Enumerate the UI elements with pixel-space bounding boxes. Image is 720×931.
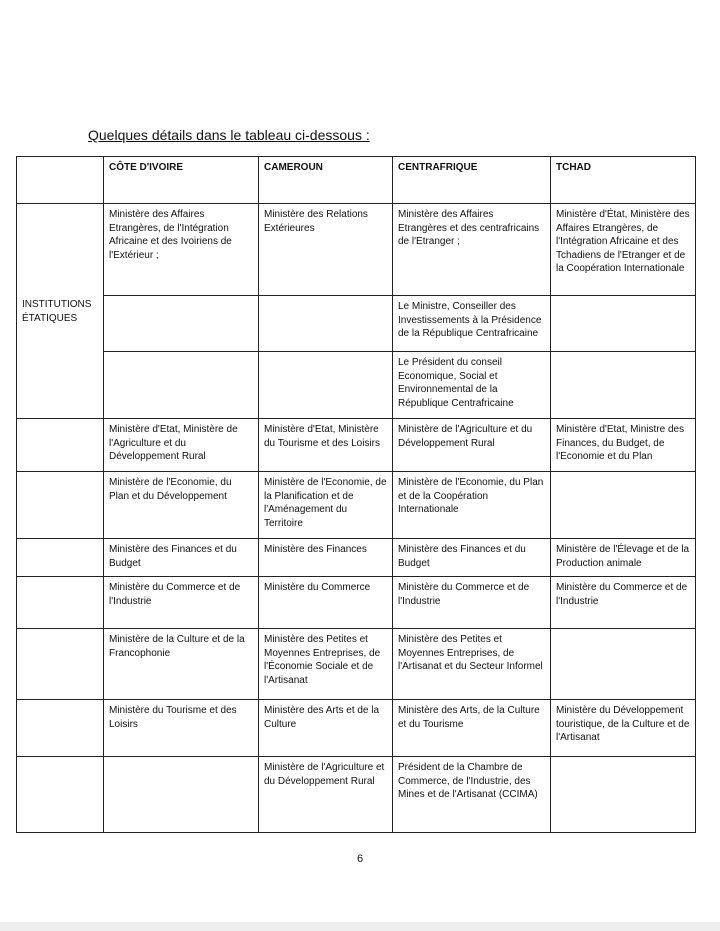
table-cell: Le Président du conseil Economique, Social et Environnemental de la République Centrafricaine <box>393 352 551 419</box>
page-number: 6 <box>356 853 364 865</box>
table-cell: Ministère du Commerce et de l'Industrie <box>393 577 551 629</box>
table-cell: Ministère du Commerce et de l'Industrie <box>104 577 259 629</box>
table-cell: Ministère des Petites et Moyennes Entreprises, de l'Économie Sociale et de l'Artisanat <box>259 629 393 700</box>
table-cell <box>259 296 393 352</box>
table-cell: Ministère d'Etat, Ministre des Finances, du Budget, de l'Economie et du Plan <box>551 419 696 472</box>
table-row <box>17 472 696 539</box>
table-cell: Ministère de l'Élevage et de la Production animale <box>551 539 696 577</box>
table-cell: Ministère des Arts, de la Culture et du Tourisme <box>393 700 551 757</box>
column-header-centrafrique: CENTRAFRIQUE <box>393 157 551 204</box>
table-cell: Ministère des Finances et du Budget <box>104 539 259 577</box>
table-cell: Ministère de l'Economie, du Plan et du Développement <box>104 472 259 539</box>
table-row <box>17 629 696 700</box>
table-cell <box>17 629 104 700</box>
table-cell: Ministère du Commerce <box>259 577 393 629</box>
table-cell: Ministère du Commerce et de l'Industrie <box>551 577 696 629</box>
table-cell <box>104 757 259 833</box>
table-cell <box>104 296 259 352</box>
table-cell: Ministère de l'Economie, de la Planification et de l'Aménagement du Territoire <box>259 472 393 539</box>
table-cell: Ministère du Tourisme et des Loisirs <box>104 700 259 757</box>
table-cell <box>17 472 104 539</box>
table-cell: Président de la Chambre de Commerce, de l'Industrie, des Mines et de l'Artisanat (CCIMA) <box>393 757 551 833</box>
table-row <box>17 577 696 629</box>
table-cell <box>17 539 104 577</box>
page-heading: Quelques détails dans le tableau ci-dessous : <box>88 127 370 143</box>
table-cell: Ministère des Affaires Etrangères et des centrafricains de l'Etranger ; <box>393 204 551 296</box>
table-cell <box>259 352 393 419</box>
table-row <box>17 296 696 352</box>
table-cell <box>17 419 104 472</box>
table-cell: Ministère d'Etat, Ministère du Tourisme et des Loisirs <box>259 419 393 472</box>
table-cell <box>551 757 696 833</box>
table-cell: Le Ministre, Conseiller des Investissements à la Présidence de la République Centrafricaine <box>393 296 551 352</box>
table-cell <box>551 472 696 539</box>
table-row <box>17 419 696 472</box>
table-row <box>17 700 696 757</box>
institutions-table <box>16 156 696 833</box>
table-cell: Ministère de l'Economie, du Plan et de la Coopération Internationale <box>393 472 551 539</box>
page-bottom-edge <box>0 922 720 931</box>
table-cell <box>17 700 104 757</box>
table-cell: Ministère des Relations Extérieures <box>259 204 393 296</box>
table-cell: Ministère du Développement touristique, de la Culture et de l'Artisanat <box>551 700 696 757</box>
column-header-cameroun: CAMEROUN <box>259 157 393 204</box>
table-cell: Ministère d'Etat, Ministère de l'Agriculture et du Développement Rural <box>104 419 259 472</box>
table-cell <box>551 629 696 700</box>
table-cell <box>104 352 259 419</box>
table-cell <box>551 352 696 419</box>
table-row <box>17 204 696 296</box>
table-row <box>17 539 696 577</box>
row-label-institutions: INSTITUTIONS ÉTATIQUES <box>17 204 104 419</box>
table-row <box>17 352 696 419</box>
column-header-tchad: TCHAD <box>551 157 696 204</box>
table-cell: Ministère de l'Agriculture et du Développement Rural <box>393 419 551 472</box>
table-cell: Ministère des Finances et du Budget <box>393 539 551 577</box>
table-header-row <box>17 157 696 204</box>
table-cell: Ministère de l'Agriculture et du Développement Rural <box>259 757 393 833</box>
table-cell <box>17 757 104 833</box>
table-cell: Ministère des Finances <box>259 539 393 577</box>
table-cell: Ministère d'État, Ministère des Affaires Etrangères, de l'Intégration Africaine et des Tchadiens de l'Etranger et de la Coopération Internationale <box>551 204 696 296</box>
table-cell: Ministère des Arts et de la Culture <box>259 700 393 757</box>
table-cell: Ministère des Petites et Moyennes Entreprises, de l'Artisanat et du Secteur Informel <box>393 629 551 700</box>
table-cell: Ministère de la Culture et de la Francophonie <box>104 629 259 700</box>
table-cell: Ministère des Affaires Etrangères, de l'Intégration Africaine et des Ivoiriens de l'Extérieur ; <box>104 204 259 296</box>
header-empty-cell <box>17 157 104 204</box>
table-row <box>17 757 696 833</box>
table-cell <box>551 296 696 352</box>
table-cell <box>17 577 104 629</box>
column-header-cote-divoire: CÔTE D'IVOIRE <box>104 157 259 204</box>
